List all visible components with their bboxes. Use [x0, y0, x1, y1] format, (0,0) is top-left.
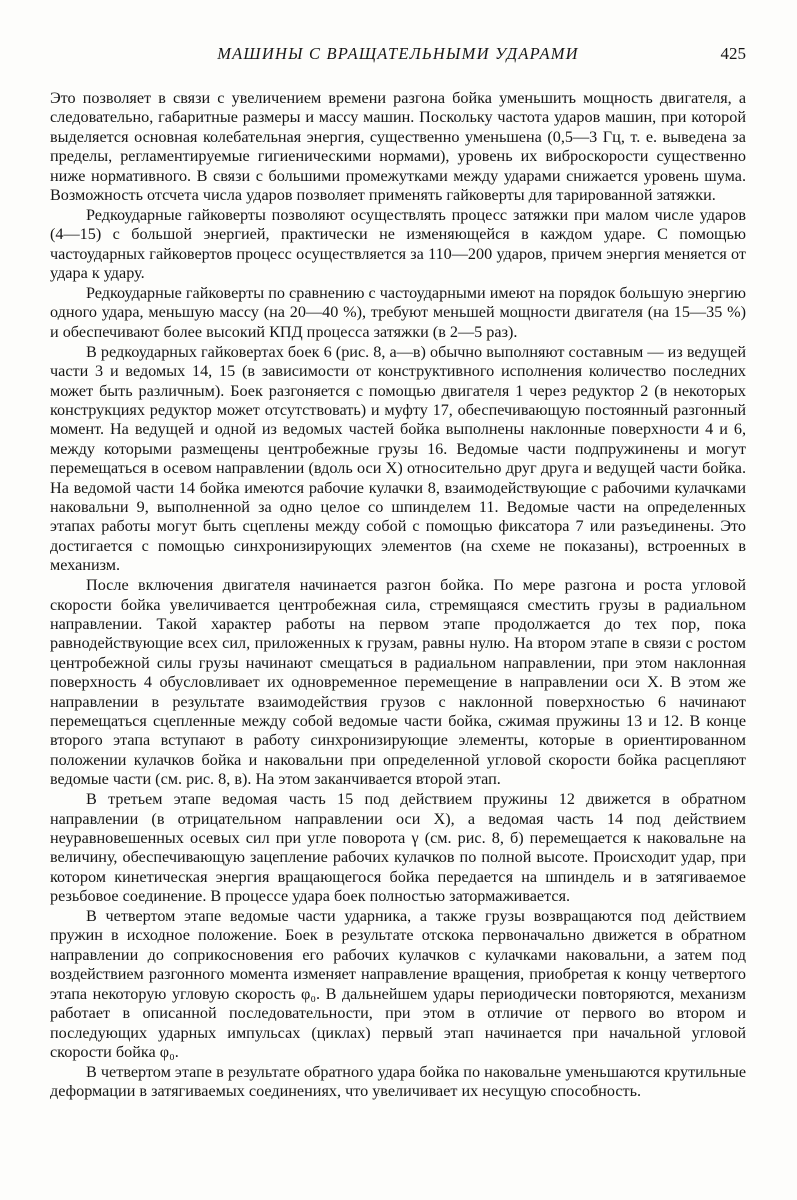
body-text: [50, 89, 746, 1102]
paragraph-6: В третьем этапе ведомая часть 15 под действием пружины 12 движется в обратном направлении (в отрицательном направлении оси X), а ведомая часть 14 под действием неуравновешенных осевых сил при угле поворота γ (см. рис. 8, б) перемещается к наковальне на величину, обеспечивающую зацепление рабочих кулачков по полной высоте. Происходит удар, при котором кинетическая энергия вращающегося бойка передается на шпиндель и в затягиваемое резьбовое соединение. В процессе удара боек полностью затормаживается.: [50, 790, 746, 906]
paragraph-1: Это позволяет в связи с увеличением времени разгона бойка уменьшить мощность двигателя, а следовательно, габаритные размеры и массу машин. Поскольку частота ударов машин, при которой выделяется основная колебательная энергия, существенно уменьшена (0,5—3 Гц, т. е. выведена за пределы, регламентируемые гигиеническими нормами), уровень их виброскорости существенно ниже нормативного. В связи с большими промежутками между ударами снижается уровень шума. Возможность отсчета числа ударов позволяет применять гайковерты для тарированной затяжки.: [50, 89, 746, 205]
paragraph-3: Редкоударные гайковерты по сравнению с частоударными имеют на порядок большую энергию одного удара, меньшую массу (на 20—40 %), требуют меньшей мощности двигателя (на 15—35 %) и обеспечивают более высокий КПД процесса затяжки (в 2—5 раз).: [50, 284, 746, 341]
page-header: [50, 44, 746, 68]
paragraph-4: В редкоударных гайковертах боек 6 (рис. 8, а—в) обычно выполняют составным — из ведущей части 3 и ведомых 14, 15 (в зависимости от конструктивного исполнения количество последних может быть различным). Боек разгоняется с помощью двигателя 1 через редуктор 2 (в некоторых конструкциях редуктор может отсутствовать) и муфту 17, обеспечивающую постоянный разгонный момент. На ведущей и одной из ведомых частей бойка выполнены наклонные поверхности 4 и 6, между которыми размещены центробежные грузы 16. Ведомые части подпружинены и могут перемещаться в осевом направлении (вдоль оси X) относительно друг друга и ведущей части бойка. На ведомой части 14 бойка имеются рабочие кулачки 8, взаимодействующие с рабочими кулачками наковальни 9, выполненной за одно целое со шпинделем 11. Ведомые части на определенных этапах работы могут быть сцеплены между собой с помощью фиксатора 7 или разъединены. Это достигается с помощью синхронизирующих элементов (на схеме не показаны), встроенных в механизм.: [50, 342, 746, 575]
paragraph-2: Редкоударные гайковерты позволяют осуществлять процесс затяжки при малом числе ударов (4—15) с большой энергией, практически не изменяющейся в каждом ударе. С помощью частоударных гайковертов процесс осуществляется за 110—200 ударов, причем энергия меняется от удара к удару.: [50, 205, 746, 283]
paragraph-7: В четвертом этапе ведомые части ударника, а также грузы возвращаются под действием пружин в исходное положение. Боек в результате отскока первоначально движется в обратном направлении до соприкосновения его рабочих кулачков с кулачками наковальни, а затем под воздействием разгонного момента изменяет направление вращения, приобретая к концу четвертого этапа некоторую угловую скорость φ₀. В дальнейшем удары периодически повторяются, механизм работает в описанной последовательности, при этом в отличие от первого во втором и последующих ударных импульсах (циклах) первый этап начинается при начальной угловой скорости бойка φ₀.: [50, 907, 746, 1061]
running-title: МАШИНЫ С ВРАЩАТЕЛЬНЫМИ УДАРАМИ: [217, 44, 579, 63]
paragraph-8: В четвертом этапе в результате обратного удара бойка по наковальне уменьшаются крутильные деформации в затягиваемых соединениях, что увеличивает их несущую способность.: [50, 1062, 746, 1101]
paragraph-5: После включения двигателя начинается разгон бойка. По мере разгона и роста угловой скорости бойка увеличивается центробежная сила, стремящаяся сместить грузы в радиальном направлении. Такой характер работы на первом этапе продолжается до тех пор, пока равнодействующие всех сил, приложенных к грузам, равны нулю. На втором этапе в связи с ростом центробежной силы грузы начинают смещаться в радиальном направлении, при этом наклонная поверхность 4 обусловливает их одновременное перемещение в направлении оси X. В этом же направлении в результате взаимодействия грузов с наклонной поверхностью 6 начинают перемещаться сцепленные между собой ведомые части бойка, сжимая пружины 13 и 12. В конце второго этапа вступают в работу синхронизирующие элементы, которые в ориентированном положении кулачков бойка и наковальни при определенной угловой скорости бойка расцепляют ведомые части (см. рис. 8, в). На этом заканчивается второй этап.: [50, 576, 746, 789]
page-number: 425: [720, 44, 746, 63]
